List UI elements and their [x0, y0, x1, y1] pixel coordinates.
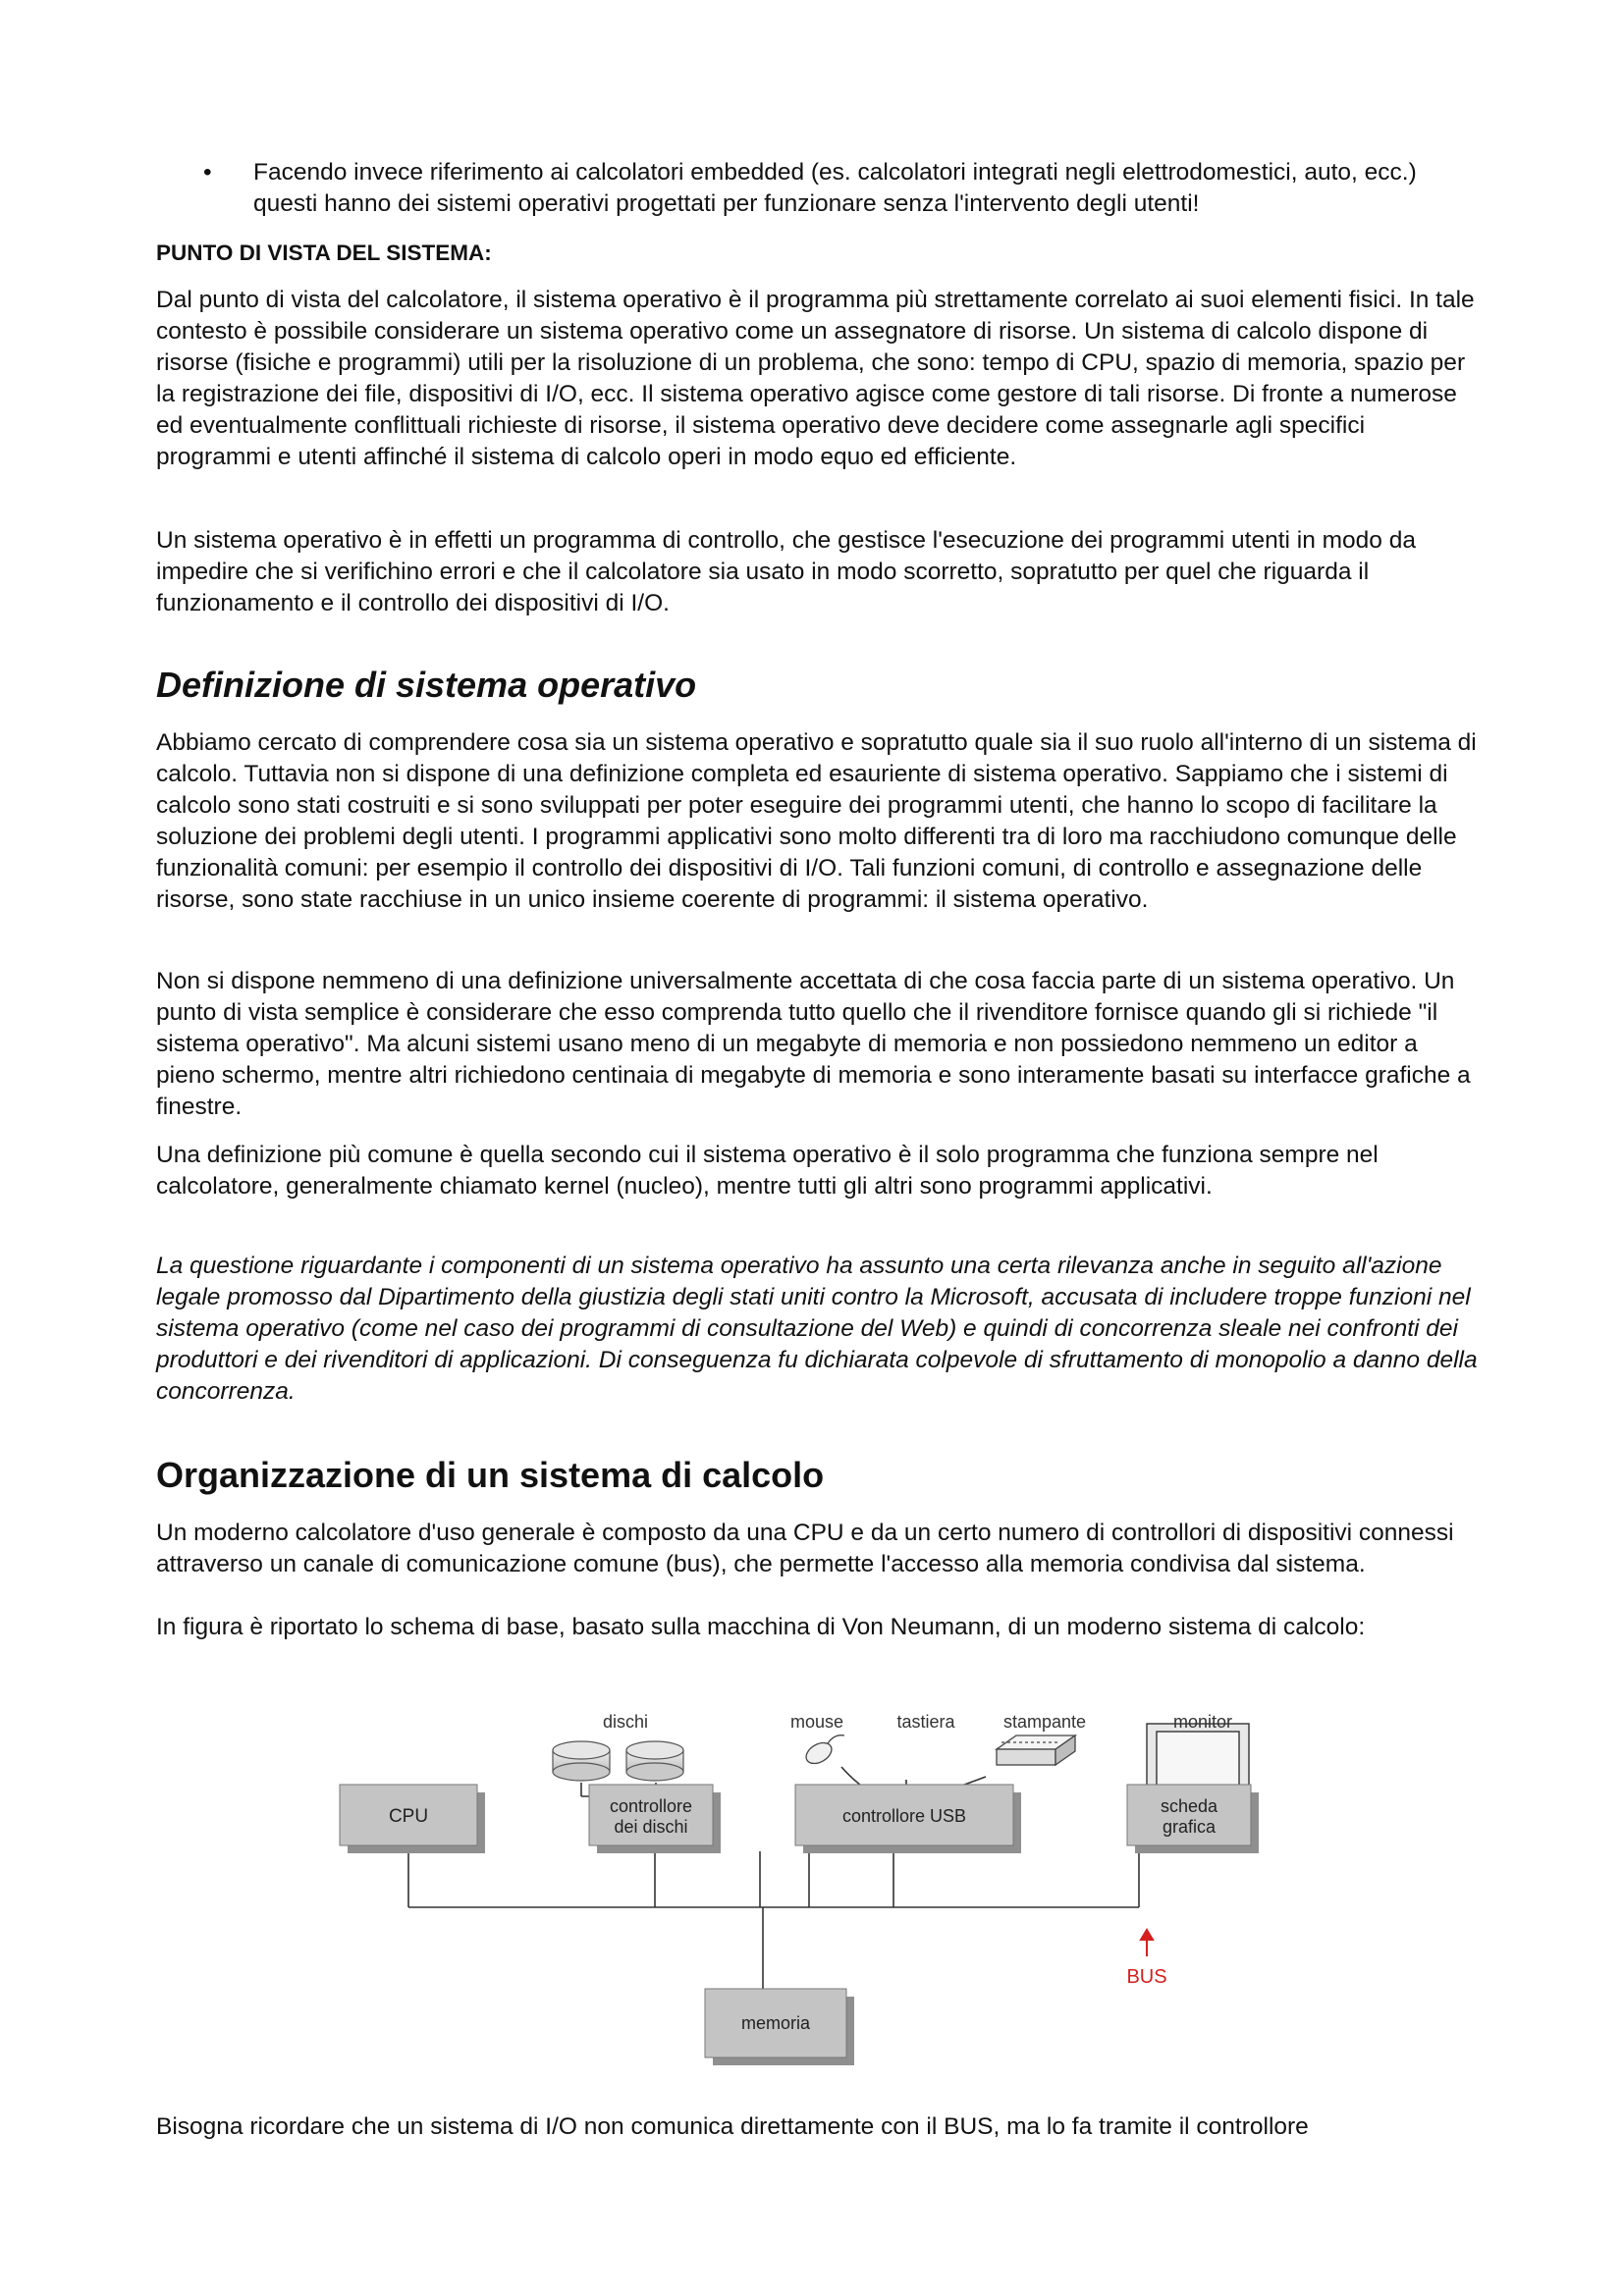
box-gpu-line2: grafica — [1162, 1817, 1217, 1837]
graphics-card-box — [1127, 1785, 1259, 1853]
disk-controller-box — [589, 1785, 721, 1853]
label-monitor: monitor — [1172, 1712, 1233, 1732]
disk-icon — [553, 1741, 610, 1781]
box-gpu-line1: scheda — [1160, 1796, 1218, 1816]
organization-heading: Organizzazione di un sistema di calcolo — [156, 1455, 825, 1495]
definition-paragraph-3: Una definizione più comune è quella secondo cui il sistema operativo è il solo programma che funziona sempre nel calcolatore, generalmente chiamato kernel (nucleo), mentre tutti gli altri sono programmi applicativi. — [156, 1142, 1379, 1200]
printer-icon — [997, 1735, 1075, 1765]
box-disk-ctrl-line2: dei dischi — [614, 1817, 688, 1837]
label-dischi: dischi — [602, 1712, 649, 1732]
mouse-icon — [802, 1735, 844, 1768]
bullet-symbol: • — [203, 159, 212, 186]
definition-paragraph-4: La questione riguardante i componenti di un sistema operativo ha assunto una certa rilevanza anche in seguito all'azione legale promosso dal Dipartimento della giustizia degli stati uniti contro la Microsoft, accusata di includere troppe funzioni nel sistema operativo (come nel caso dei programmi di consultazione del Web) e quindi di concorrenza sleale nei confronti dei produttori e dei rivenditori di applicazioni. Di conseguenza fu dichiarata colpevole di sfruttamento di monopolio a danno della concorrenza. — [156, 1253, 1478, 1405]
closing-paragraph: Bisogna ricordare che un sistema di I/O non comunica direttamente con il BUS, ma lo fa tramite il controllore — [156, 2113, 1309, 2140]
box-cpu-label: CPU — [388, 1806, 429, 1827]
box-disk-ctrl-line1: controllore — [609, 1796, 693, 1816]
bus-label: BUS — [1126, 1966, 1167, 1988]
label-tastiera: tastiera — [896, 1712, 955, 1732]
bullet-text: Facendo invece riferimento ai calcolatori embedded (es. calcolatori integrati negli elettrodomestici, auto, ecc.) questi hanno dei sistemi operativi progettati per funzionare senza l'intervento degli utenti! — [253, 159, 1417, 217]
cpu-box — [340, 1785, 485, 1853]
box-memory-label: memoria — [740, 2013, 811, 2033]
bus-lines — [408, 1767, 1179, 1989]
definition-paragraph-1: Abbiamo cercato di comprendere cosa sia un sistema operativo e sopratutto quale sia il suo ruolo all'interno di un sistema di calcolo. Tuttavia non si dispone di una definizione completa ed esauriente di sistema operativo. Sappiamo che i sistemi di calcolo sono stati costruiti e si sono sviluppati per poter eseguire dei programmi utenti, che hanno lo scopo di facilitare la soluzione dei problemi degli utenti. I programmi applicativi sono molto differenti tra di loro ma racchiudono comunque delle funzionalità comuni: per esempio il controllo dei dispositivi di I/O. Tali funzioni comuni, di controllo e assegnazione delle risorse, sono state racchiuse in un unico insieme coerente di programmi: il sistema operativo. — [156, 729, 1477, 913]
box-usb-label: controllore USB — [841, 1806, 967, 1826]
system-view-heading: PUNTO DI VISTA DEL SISTEMA: — [156, 240, 492, 265]
von-neumann-diagram — [324, 1706, 1296, 2074]
organization-paragraph-2: In figura è riportato lo schema di base, basato sulla macchina di Von Neumann, di un moderno sistema di calcolo: — [156, 1614, 1366, 1640]
system-view-paragraph-2: Un sistema operativo è in effetti un programma di controllo, che gestisce l'esecuzione dei programmi utenti in modo da impedire che si verifichino errori e che il calcolatore sia usato in modo scorretto, sopratutto per quel che riguarda il funzionamento e il controllo dei dispositivi di I/O. — [156, 527, 1416, 616]
label-mouse: mouse — [789, 1712, 844, 1732]
organization-paragraph-1: Un moderno calcolatore d'uso generale è composto da una CPU e da un certo numero di controllori di dispositivi connessi attraverso un canale di comunicazione comune (bus), che permette l'accesso alla memoria condivisa dal sistema. — [156, 1520, 1454, 1577]
definition-paragraph-2: Non si dispone nemmeno di una definizione universalmente accettata di che cosa faccia parte di un sistema operativo. Un punto di vista semplice è considerare che esso comprenda tutto quello che il rivenditore fornisce quando gli si richiede "il sistema operativo". Ma alcuni sistemi usano meno di un megabyte di memoria e non possiedono nemmeno un editor a pieno schermo, mentre altri richiedono centinaia di megabyte di memoria e sono interamente basati su interfacce grafiche a finestre. — [156, 968, 1471, 1120]
bus-arrow — [1141, 1930, 1153, 1956]
definition-heading: Definizione di sistema operativo — [156, 665, 697, 705]
usb-controller-box — [795, 1785, 1021, 1853]
disk-icon — [626, 1741, 683, 1781]
label-stampante: stampante — [1002, 1712, 1087, 1732]
system-view-paragraph-1: Dal punto di vista del calcolatore, il sistema operativo è il programma più strettamente correlato ai suoi elementi fisici. In tale contesto è possibile considerare un sistema operativo come un assegnatore di risorse. Un sistema di calcolo dispone di risorse (fisiche e programmi) utili per la risoluzione di un problema, che sono: tempo di CPU, spazio di memoria, spazio per la registrazione dei file, dispositivi di I/O, ecc. Il sistema operativo agisce come gestore di tali risorse. Di fronte a numerose ed eventualmente conflittuali richieste di risorse, il sistema operativo deve decidere come assegnarle agli specifici programmi e utenti affinché il sistema di calcolo operi in modo equo ed efficiente. — [156, 287, 1475, 470]
memory-box — [705, 1989, 854, 2065]
